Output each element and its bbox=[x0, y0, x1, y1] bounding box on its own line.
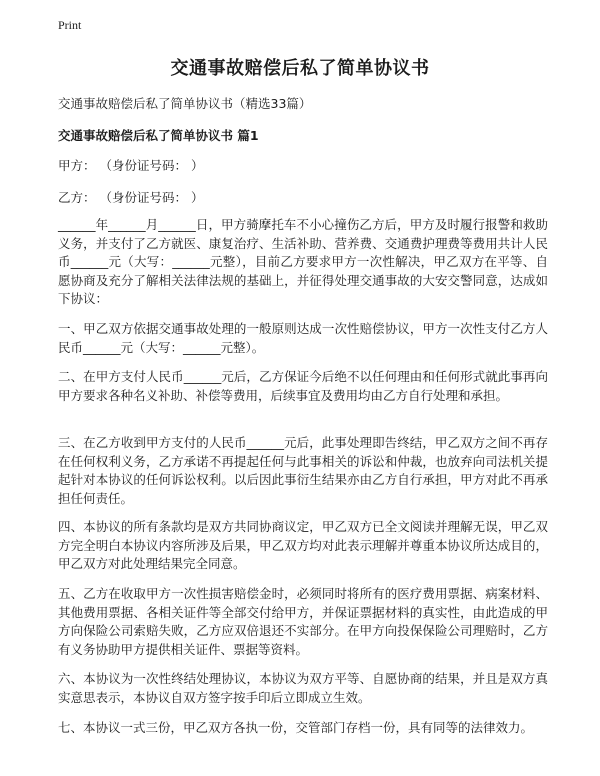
party-b-line: 乙方： （身份证号码： ） bbox=[58, 190, 204, 205]
print-label[interactable]: Print bbox=[58, 18, 82, 32]
intro-line: 交通事故赔偿后私了简单协议书（精选33篇） bbox=[58, 96, 312, 111]
section-heading: 交通事故赔偿后私了简单协议书 篇1 bbox=[58, 128, 259, 143]
paragraph-clause-5: 五、乙方在收取甲方一次性损害赔偿金时，必须同时将所有的医疗费用票据、病案材料、其他费用票据、各相关证件等全部交付给甲方，并保证票据材料的真实性，由此造成的甲方向保险公司索赔失败，乙方应双倍退还不实部分。在甲方向投保保险公司理赔时，乙方有义务协助甲方提供相关证件、票据等资料。 bbox=[58, 586, 548, 657]
page-title: 交通事故赔偿后私了简单协议书 bbox=[170, 58, 430, 79]
paragraph-clause-2: 二、在甲方支付人民币______元后，乙方保证今后绝不以任何理由和任何形式就此事再向甲方要求各种名义补助、补偿等费用，后续事宜及费用均由乙方自行处理和承担。 bbox=[58, 369, 548, 403]
party-a-line: 甲方： （身份证号码： ） bbox=[58, 158, 204, 173]
paragraph-clause-3: 三、在乙方收到甲方支付的人民币______元后，此事处理即告终结，甲乙双方之间不再存在任何权利义务，乙方承诺不再提起任何与此事相关的诉讼和仲裁，也放弃向司法机关提起针对本协议的任何诉讼权利。以后因此事衍生结果亦由乙方自行承担，甲方对此不再承担任何责任。 bbox=[58, 435, 548, 506]
paragraph-clause-1: 一、甲乙双方依据交通事故处理的一般原则达成一次性赔偿协议，甲方一次性支付乙方人民币______元（大写：______元整）。 bbox=[58, 321, 548, 355]
paragraph-clause-4: 四、本协议的所有条款均是双方共同协商议定，甲乙双方已全文阅读并理解无误，甲乙双方完全明白本协议内容所涉及后果，甲乙双方均对此表示理解并尊重本协议所达成目的，甲乙双方对此处理结果完全同意。 bbox=[58, 519, 548, 571]
paragraph-clause-6: 六、本协议为一次性终结处理协议，本协议为双方平等、自愿协商的结果，并且是双方真实意思表示，本协议自双方签字按手印后立即成立生效。 bbox=[58, 671, 548, 705]
paragraph-clause-7: 七、本协议一式三份，甲乙双方各执一份，交管部门存档一份，具有同等的法律效力。 bbox=[58, 720, 534, 735]
paragraph-preamble: ______年______月______日，甲方骑摩托车不小心撞伤乙方后，甲方及时履行报警和救助义务，并支付了乙方就医、康复治疗、生活补助、营养费、交通费护理费等费用共计人民币______元（大写：______元整），目前乙方要求甲方一次性解决，甲乙双方在平等、自愿协商及充分了解相关法律法规的基础上，并征得处理交通事故的大安交警同意，达成如下协议： bbox=[58, 217, 548, 306]
